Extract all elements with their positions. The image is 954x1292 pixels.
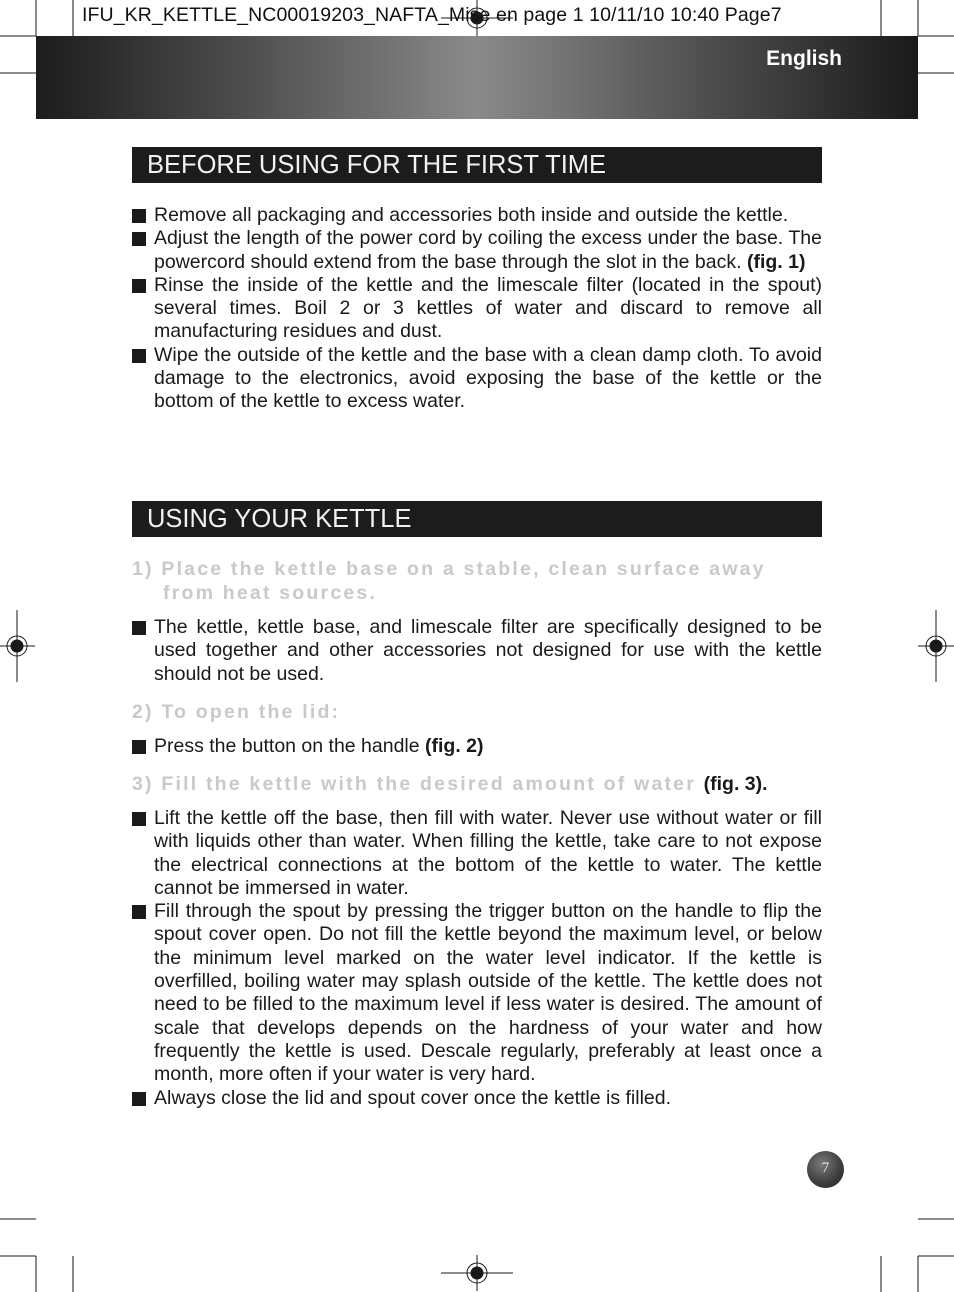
list-item: Always close the lid and spout cover once the kettle is filled.	[132, 1087, 822, 1110]
section-title-using-kettle: USING YOUR KETTLE	[132, 501, 822, 537]
list-item: Lift the kettle off the base, then fill with water. Never use without water or fill with liquids other than water. When filling the kettle, take care to not expose the electrical connections at the bottom of the kettle to water. The kettle cannot be immersed in water.	[132, 807, 822, 900]
list-item: Wipe the outside of the kettle and the base with a clean damp cloth. To avoid damage to the electronics, avoid exposing the base of the kettle or the bottom of the kettle to excess water.	[132, 344, 822, 414]
figure-reference: (fig. 1)	[746, 250, 806, 273]
list-item: Remove all packaging and accessories both inside and outside the kettle.	[132, 204, 822, 227]
bullet-square-icon	[132, 621, 146, 635]
list-item: Fill through the spout by pressing the trigger button on the handle to flip the spout cover open. Do not fill the kettle beyond the maximum level, or below the minimum level marked on the water level indicator. If the kettle is overfilled, boiling water may splash outside of the kettle. The kettle does not need to be filled to the maximum level if less water is desired. The amount of scale that develops depends on the hardness of your water and how frequently the kettle is used. Descale regularly, preferably at least once a month, more often if your water is very hard.	[132, 900, 822, 1086]
step-1-bullet-list	[132, 616, 822, 686]
bullet-square-icon	[132, 279, 146, 293]
registration-target-right	[918, 610, 954, 682]
first-use-bullet-list	[132, 204, 822, 414]
bullet-square-icon	[132, 1092, 146, 1106]
section-title-first-use: BEFORE USING FOR THE FIRST TIME	[132, 147, 822, 183]
language-label: English	[766, 47, 842, 70]
figure-reference: (fig. 3).	[703, 773, 768, 795]
list-item: Adjust the length of the power cord by coiling the excess under the base. The powercord should extend from the base through the slot in the back. (fig. 1)	[132, 227, 822, 274]
bullet-square-icon	[132, 812, 146, 826]
step-3-bullet-list	[132, 807, 822, 1110]
step-3-heading: 3) Fill the kettle with the desired amount of water (fig. 3).	[132, 773, 768, 795]
figure-reference: (fig. 2)	[425, 735, 484, 757]
bullet-square-icon	[132, 905, 146, 919]
list-item: Rinse the inside of the kettle and the limescale filter (located in the spout) several times. Boil 2 or 3 kettles of water and discard to remove all manufacturing residues and dust.	[132, 274, 822, 344]
registration-target-bottom	[441, 1255, 513, 1291]
page-number-badge: 7	[807, 1151, 844, 1188]
list-item: The kettle, kettle base, and limescale filter are specifically designed to be used together and other accessories not designed for use with the kettle should not be used.	[132, 616, 822, 686]
bullet-square-icon	[132, 349, 146, 363]
bullet-square-icon	[132, 740, 146, 754]
step-2-bullet-list	[132, 735, 822, 758]
bullet-square-icon	[132, 232, 146, 246]
registration-target-left	[0, 610, 35, 682]
print-slug-line: IFU_KR_KETTLE_NC00019203_NAFTA_Mise en page 1 10/11/10 10:40 Page7	[82, 4, 782, 26]
step-2-heading: 2) To open the lid:	[132, 701, 341, 723]
bullet-square-icon	[132, 209, 146, 223]
step-1-heading: 1) Place the kettle base on a stable, clean surface away from heat sources.	[132, 558, 766, 604]
list-item: Press the button on the handle (fig. 2)	[132, 735, 822, 758]
